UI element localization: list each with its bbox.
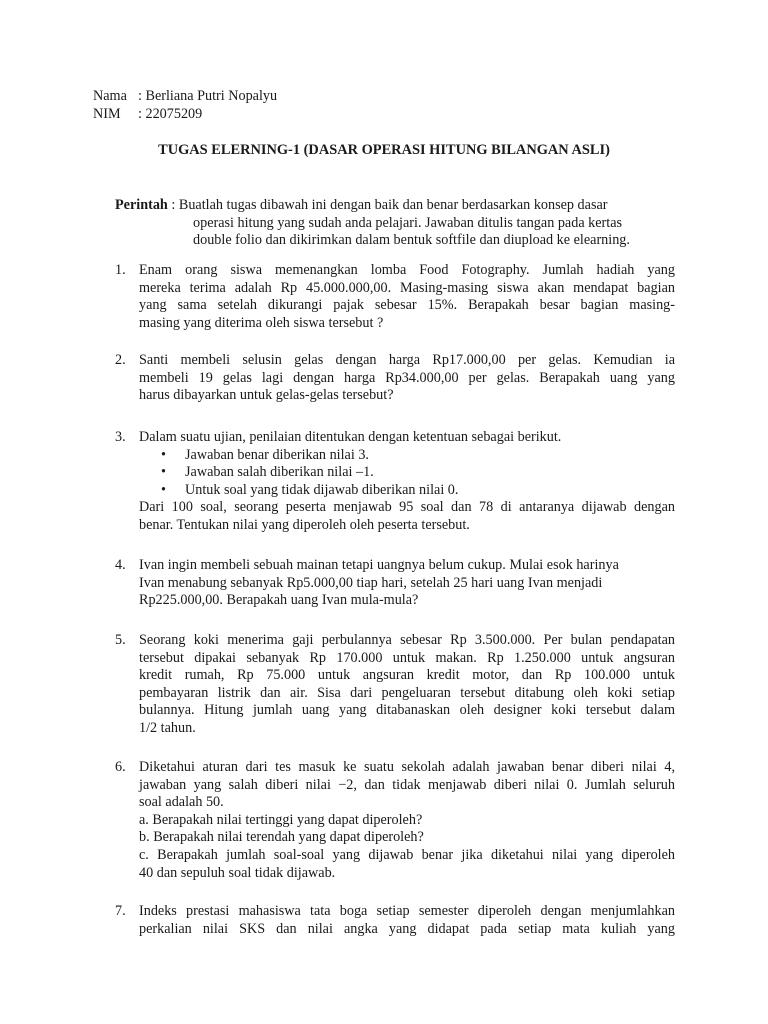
question-line: c. Berapakah jumlah soal-soal yang dijawab benar jika diketahui nilai yang diperoleh bbox=[139, 846, 675, 863]
question-line: soal adalah 50. bbox=[139, 794, 224, 811]
list-item: • Jawaban salah diberikan nilai –1. bbox=[161, 464, 675, 482]
question-line: Indeks prestasi mahasiswa tata boga setiap semester diperoleh dengan menjumlahkan bbox=[139, 903, 675, 919]
instructions bbox=[115, 197, 675, 250]
question-number: 5. bbox=[115, 632, 126, 648]
question-line: Seorang koki menerima gaji perbulannya sebesar Rp 3.500.000. Per bulan pendapatan bbox=[139, 632, 675, 648]
instructions-separator: : bbox=[167, 197, 179, 213]
question-line: Ivan ingin membeli sebuah mainan tetapi uangnya belum cukup. Mulai esok harinya bbox=[139, 557, 619, 573]
nim-label: NIM bbox=[93, 106, 121, 122]
question-5 bbox=[115, 632, 675, 738]
question-intro: Dalam suatu ujian, penilaian ditentukan dengan ketentuan sebagai berikut. bbox=[139, 429, 562, 445]
question-number: 4. bbox=[115, 557, 126, 573]
name-row bbox=[93, 88, 277, 106]
question-number: 3. bbox=[115, 429, 126, 445]
question-line: benar. Tentukan nilai yang diperoleh oleh peserta tersebut. bbox=[139, 516, 470, 533]
nim-row bbox=[93, 106, 277, 124]
question-6 bbox=[115, 759, 675, 882]
question-line: Ivan menabung sebanyak Rp5.000,00 tiap hari, setelah 25 hari uang Ivan menjadi bbox=[139, 574, 603, 591]
question-line: 40 dan sepuluh soal tidak dijawab. bbox=[139, 864, 336, 881]
question-line: a. Berapakah nilai tertinggi yang dapat diperoleh? bbox=[139, 811, 423, 828]
question-line: Rp225.000,00. Berapakah uang Ivan mula-mula? bbox=[139, 592, 419, 609]
question-line: mereka terima adalah Rp 45.000.000,00. Masing-masing siswa akan mendapat bagian bbox=[139, 279, 675, 296]
student-info bbox=[93, 88, 277, 124]
question-line: membeli 19 gelas lagi dengan harga Rp34.000,00 per gelas. Berapakah uang yang bbox=[139, 369, 675, 386]
nim-value: : 22075209 bbox=[138, 106, 203, 122]
question-7 bbox=[115, 903, 675, 938]
question-line: perkalian nilai SKS dan nilai angka yang didapat pada setiap mata kuliah yang bbox=[139, 920, 675, 937]
question-line: jawaban yang salah diberi nilai −2, dan tidak menjawab diberi nilai 0. Jumlah seluruh bbox=[139, 776, 675, 793]
instructions-line: operasi hitung yang sudah anda pelajari. Jawaban ditulis tangan pada kertas bbox=[193, 214, 623, 231]
question-1 bbox=[115, 262, 675, 332]
question-line: 1/2 tahun. bbox=[139, 719, 196, 736]
question-line: Enam orang siswa memenangkan lomba Food Fotography. Jumlah hadiah yang bbox=[139, 262, 675, 278]
question-number: 6. bbox=[115, 759, 126, 775]
list-item: • Untuk soal yang tidak dijawab diberikan nilai 0. bbox=[161, 482, 675, 500]
question-line: kredit rumah, Rp 75.000 untuk angsuran kredit motor, dan Rp 100.000 untuk bbox=[139, 667, 675, 684]
question-line: pembayaran listrik dan air. Sisa dari pengeluaran tersebut ditabung oleh koki setiap bbox=[139, 684, 675, 701]
list-item: • Jawaban benar diberikan nilai 3. bbox=[161, 447, 675, 465]
question-3 bbox=[115, 429, 675, 535]
question-line: harus dibayarkan untuk gelas-gelas tersebut? bbox=[139, 387, 394, 404]
question-line: b. Berapakah nilai terendah yang dapat diperoleh? bbox=[139, 829, 424, 846]
question-line: Dari 100 soal, seorang peserta menjawab 95 soal dan 78 di antaranya dijawab dengan bbox=[139, 499, 675, 516]
question-number: 1. bbox=[115, 262, 126, 278]
question-4 bbox=[115, 557, 675, 610]
question-line: masing yang diterima oleh siswa tersebut ? bbox=[139, 314, 384, 331]
question-2 bbox=[115, 352, 675, 405]
name-label: Nama bbox=[93, 88, 127, 104]
question-line: yang sama setelah dikurangi pajak sebesar 15%. Berapakah besar bagian masing- bbox=[139, 297, 675, 314]
instructions-line: double folio dan dikirimkan dalam bentuk softfile dan diupload ke elearning. bbox=[193, 232, 630, 249]
assignment-title: TUGAS ELERNING-1 (DASAR OPERASI HITUNG BILANGAN ASLI) bbox=[158, 142, 610, 158]
question-number: 2. bbox=[115, 352, 126, 368]
question-line: Diketahui aturan dari tes masuk ke suatu sekolah adalah jawaban benar diberi nilai 4, bbox=[139, 759, 675, 775]
scoring-rules-list bbox=[139, 447, 675, 500]
question-line: Santi membeli selusin gelas dengan harga Rp17.000,00 per gelas. Kemudian ia bbox=[139, 352, 675, 368]
question-number: 7. bbox=[115, 903, 126, 919]
instructions-label: Perintah bbox=[115, 197, 168, 213]
question-line: tersebut dipakai sebanyak Rp 170.000 untuk makan. Rp 1.250.000 untuk angsuran bbox=[139, 649, 675, 666]
question-line: bulannya. Hitung jumlah uang yang ditabanaskan oleh designer koki tersebut dalam bbox=[139, 702, 675, 719]
name-value: : Berliana Putri Nopalyu bbox=[138, 88, 278, 104]
instructions-line: Buatlah tugas dibawah ini dengan baik dan benar berdasarkan konsep dasar bbox=[178, 197, 608, 213]
